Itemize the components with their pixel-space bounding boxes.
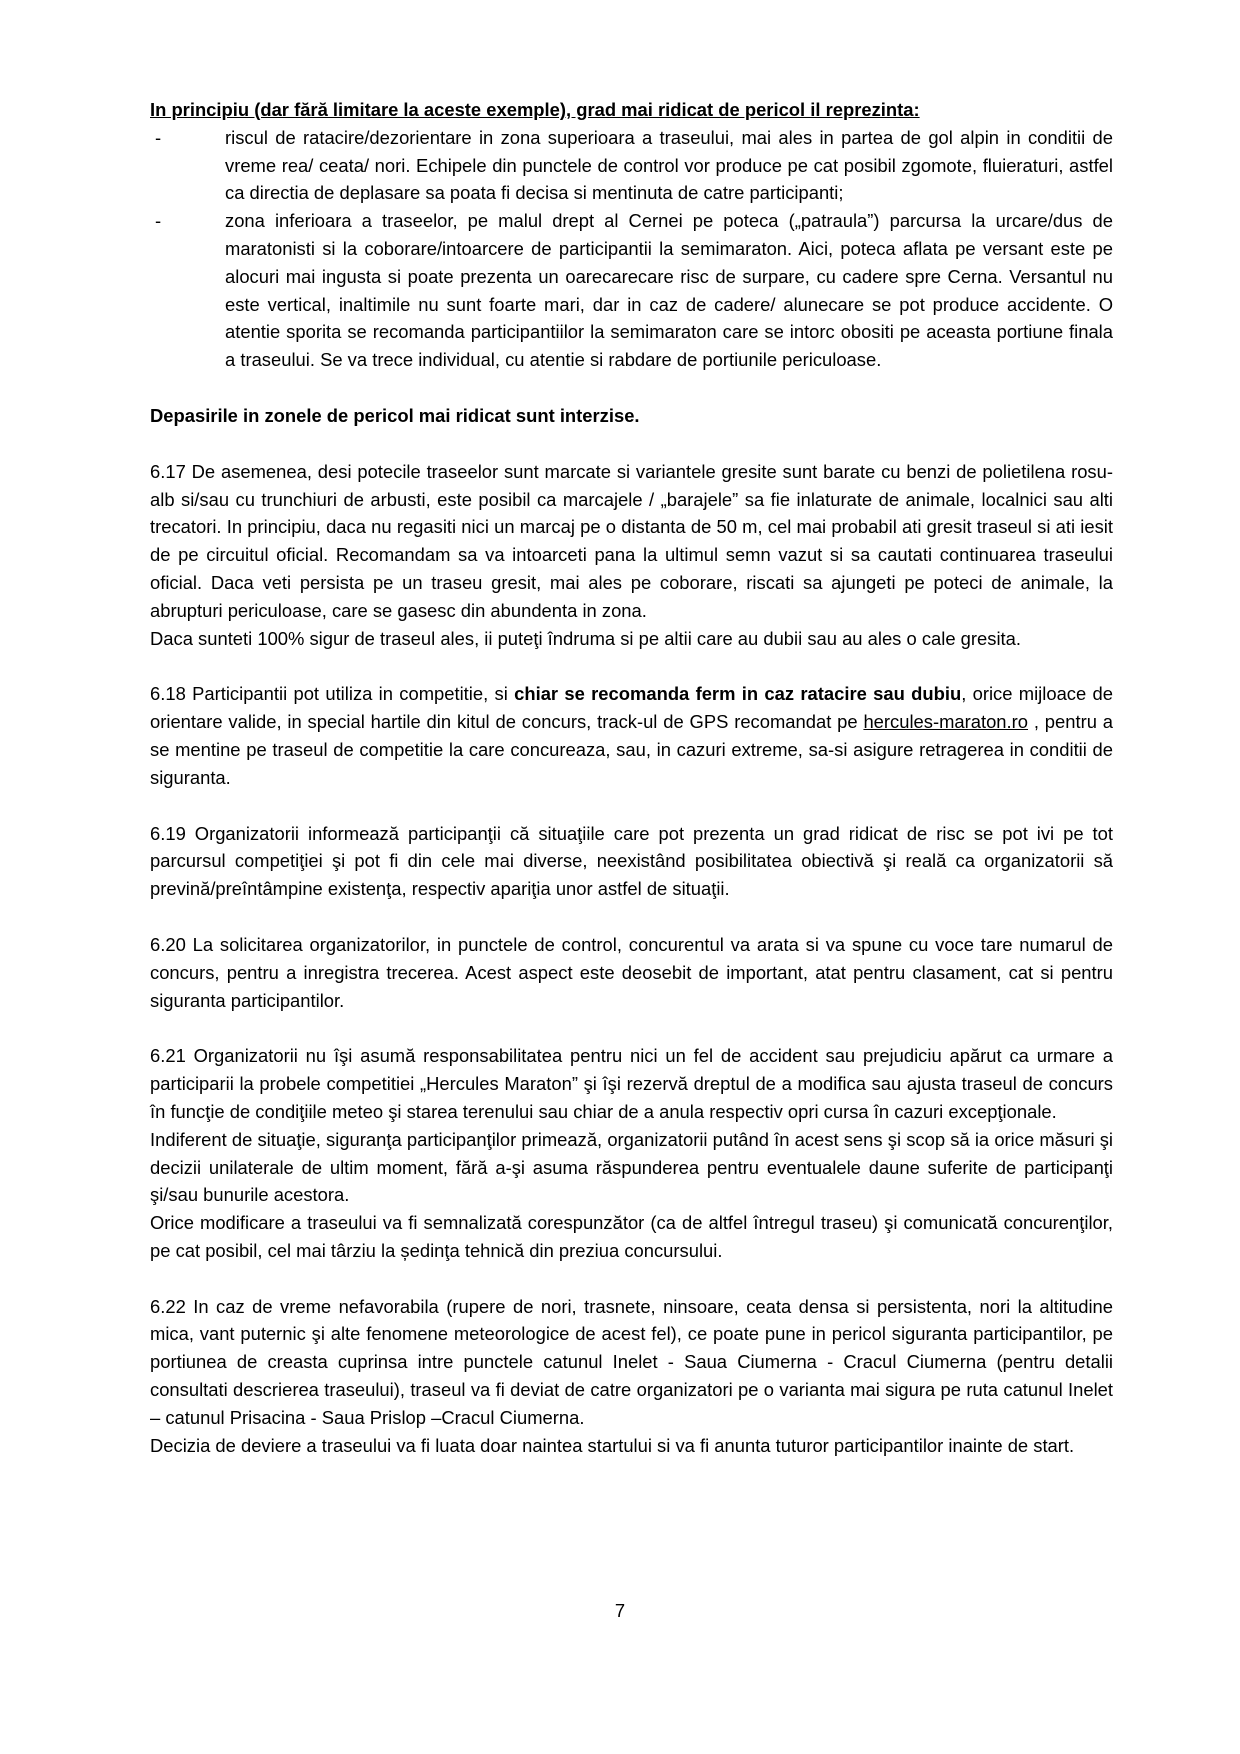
section-6-18-text-end: , pentru a se mentine pe traseul de competitie la care concureaza, sau, in cazuri extreme, sa-si asigure retragerea in conditii de siguranta. [150,711,1114,788]
list-item [155,124,1113,207]
section-6-22-paragraph: 6.22 In caz de vreme nefavorabila (rupere de nori, trasnete, ninsoare, ceata densa si persistenta, nori la altitudine mica, vant puternic şi alte fenomene meteorologice de acest fel), ce poate pune in pericol siguranta participantilor, pe portiunea de creasta cuprinsa intre punctele catunul Inelet - Saua Ciumerna - Cracul Ciumerna (pentru detalii consultati descrierea traseului), traseul va fi deviat de catre organizatori pe o varianta mai sigura pe ruta catunul Inelet – catunul Prisacina - Saua Prislop –Cracul Ciumerna. [150,1295,1113,1428]
list-item-text: riscul de ratacire/dezorientare in zona superioara a traseului, mai ales in partea de gol alpin in conditii de vreme rea/ ceata/ nori. Echipele din punctele de control vor produce pe cat posibil zgomote, fluieraturi, astfel ca directia de deplasare sa poata fi decisa si mentinuta de catre participanti; [225,126,1113,204]
website-link[interactable]: hercules-maraton.ro [863,711,1029,733]
dash-bullet: - [155,126,162,148]
section-6-17-note: Daca sunteti 100% sigur de traseul ales, ii puteţi îndruma si pe altii care au dubii sau au ales o cale gresita. [150,627,1021,649]
section-6-18-text-middle: , orice mijloace de orientare valide, in special hartile din kitul de concurs, track-ul de GPS recomandat pe [150,683,1113,733]
section-6-21-safety: Indiferent de situaţie, siguranţa participanţilor primează, organizatorii putând în acest sens şi scop să ia orice măsuri şi decizii unilaterale de ultim moment, fără a-şi asuma răspunderea pentru eventualele daune suferite de participanţi şi/sau bunurile acestora. [150,1128,1113,1206]
dash-bullet: - [155,210,162,232]
list-item [155,207,1113,374]
section-6-20-paragraph: 6.20 La solicitarea organizatorilor, in punctele de control, concurentul va arata si va spune cu voce tare numarul de concurs, pentru a inregistra trecerea. Acest aspect este deosebit de important, atat pentru clasament, cat si pentru siguranta participantilor. [150,933,1113,1011]
section-6-21-changes: Orice modificare a traseului va fi semnalizată corespunzător (ca de altfel întregul traseu) şi comunicată concurenţilor, pe cat posibil, cel mai târziu la ședinţa tehnică din preziua concursului. [150,1212,1113,1261]
danger-list [150,124,1113,374]
section-6-22-decision: Decizia de deviere a traseului va fi luata doar naintea startului si va fi anunta tuturor participantilor inainte de start. [150,1434,1075,1456]
section-6-17-paragraph: 6.17 De asemenea, desi potecile traseelor sunt marcate si variantele gresite sunt barate cu benzi de polietilena rosu-alb si/sau cu trunchiuri de arbusti, este posibil ca marcajele / „barajele” sa fie inlaturate de animale, localnici sau alti trecatori. In principiu, daca nu regasiti nici un marcaj pe o distanta de 50 m, cel mai probabil ati gresit traseul si ati iesit de pe circuitul oficial. Recomandam sa va intoarceti pana la ultimul semn vazut si sa cautati continuarea traseului oficial. Daca veti persista pe un traseu gresit, mai ales pe coborare, riscati sa ajungeti pe poteci de animale, la abrupturi periculoase, care se gasesc din abundenta in zona. [150,460,1113,621]
section-6-18-paragraph [150,680,1113,791]
page-number: 7 [614,1600,626,1621]
section-6-18-emphasis: chiar se recomanda ferm in caz ratacire sau dubiu [514,683,962,705]
overtaking-note: Depasirile in zonele de pericol mai ridicat sunt interzise. [150,404,640,426]
section-6-21-paragraph: 6.21 Organizatorii nu îşi asumă responsabilitatea pentru nici un fel de accident sau prejudiciu apărut ca urmare a participarii la probele competitiei „Hercules Maraton” şi îşi rezervă dreptul de a modifica sau ajusta traseul de concurs în funcţie de condiţiile meteo şi starea terenului sau chiar de a anula respectiv opri cursa în cazuri excepţionale. [150,1045,1113,1122]
list-item-text: zona inferioara a traseelor, pe malul drept al Cernei pe poteca („patraula”) parcursa la urcare/dus de maratonisti si la coborare/intoarcere de participantii la semimaraton. Aici, poteca aflata pe versant este pe alocuri mai ingusta si poate prezenta un oarecarecare risc de surpare, cu cadere spre Cerna. Versantul nu este vertical, inaltimile nu sunt foarte mari, dar in caz de cadere/ alunecare se pot produce accidente. O atentie sporita se recomanda participantiilor la semimaraton care se intorc obositi pe aceasta portiune finala a traseului. Se va trece individual, cu atentie si rabdare de portiunile periculoase. [225,210,1113,371]
section-6-18-text-start: 6.18 Participantii pot utiliza in competitie, si [150,683,515,705]
intro-heading: In principiu (dar fără limitare la aceste exemple), grad mai ridicat de pericol il reprezinta: [150,99,920,120]
section-6-19-paragraph: 6.19 Organizatorii informează participanţii că situaţiile care pot prezenta un grad ridicat de risc se pot ivi pe tot parcursul competiţiei şi pot fi din cele mai diverse, neexistând posibilitatea obiectivă şi reală ca organizatorii să prevină/preîntâmpine existenţa, respectiv apariţia unor astfel de situaţii. [150,822,1113,900]
